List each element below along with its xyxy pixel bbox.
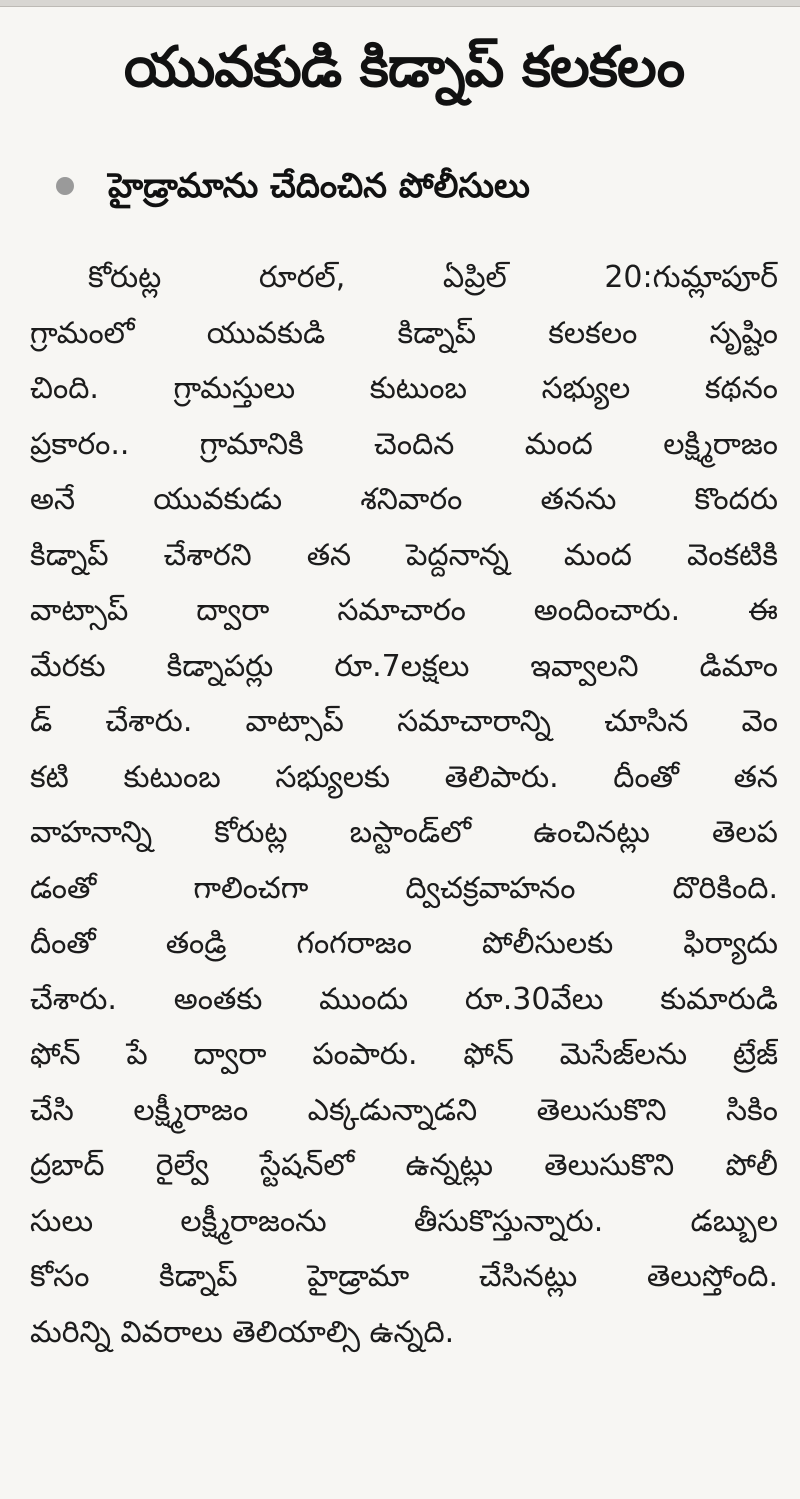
news-clipping bbox=[30, 22, 778, 1360]
body-line: ద్రబాద్ రైల్వే స్టేషన్‌లో ఉన్నట్లు తెలుసుకొని పోలీ bbox=[30, 1148, 778, 1183]
bullet-dot-icon bbox=[56, 177, 74, 195]
subheading-row bbox=[30, 158, 778, 214]
body-line: చింది. గ్రామస్తులు కుటుంబ సభ్యుల కథనం bbox=[30, 371, 778, 406]
body-line: కోరుట్ల రూరల్, ఏప్రిల్ 20:గుమ్లాపూర్ bbox=[88, 260, 778, 295]
body-line: అనే యువకుడు శనివారం తనను కొందరు bbox=[30, 482, 778, 517]
body-line: డంతో గాలించగా ద్విచక్రవాహనం దొరికింది. bbox=[30, 870, 778, 906]
body-line: సులు లక్ష్మీరాజంను తీసుకొస్తున్నారు. డబ్బుల bbox=[30, 1203, 778, 1239]
body-line: దీంతో తండ్రి గంగరాజం పోలీసులకు ఫిర్యాదు bbox=[30, 926, 778, 961]
subheading: హైడ్రామాను చేదించిన పోలీసులు bbox=[108, 166, 530, 206]
body-line: మేరకు కిడ్నాపర్లు రూ.7లక్షలు ఇవ్వాలని డిమాం bbox=[30, 648, 778, 684]
body-line: కిడ్నాప్ చేశారని తన పెద్దనాన్న మంద వెంకటికి bbox=[30, 537, 778, 573]
body-line: కటి కుటుంబ సభ్యులకు తెలిపారు. దీంతో తన bbox=[30, 759, 778, 795]
body-line: డ్ చేశారు. వాట్సాప్ సమాచారాన్ని చూసిన వెం bbox=[30, 704, 778, 739]
body-line: ప్రకారం.. గ్రామానికి చెందిన మంద లక్ష్మిరాజం bbox=[30, 426, 778, 462]
article-body bbox=[30, 250, 778, 1360]
headline: యువకుడి కిడ్నాప్ కలకలం bbox=[123, 35, 685, 100]
body-line: కోసం కిడ్నాప్ హైడ్రామా చేసినట్లు తెలుస్తోంది. bbox=[30, 1259, 778, 1294]
body-line: ఫోన్ పే ద్వారా పంపారు. ఫోన్ మెసేజ్‌లను ట్రేజ్ bbox=[30, 1037, 778, 1072]
body-line: వాహనాన్ని కోరుట్ల బస్టాండ్‌లో ఉంచినట్లు తెలప bbox=[30, 815, 778, 850]
body-line: గ్రామంలో యువకుడి కిడ్నాప్ కలకలం సృష్టిం bbox=[30, 315, 778, 351]
body-line: మరిన్ని వివరాలు తెలియాల్సి ఉన్నది. bbox=[30, 1314, 455, 1350]
body-line: చేసి లక్ష్మీరాజం ఎక్కడున్నాడని తెలుసుకొని సికిం bbox=[30, 1092, 778, 1128]
body-line: వాట్సాప్ ద్వారా సమాచారం అందించారు. ఈ bbox=[30, 593, 778, 628]
top-divider bbox=[0, 0, 800, 7]
body-line: చేశారు. అంతకు ముందు రూ.30వేలు కుమారుడి bbox=[30, 981, 778, 1017]
